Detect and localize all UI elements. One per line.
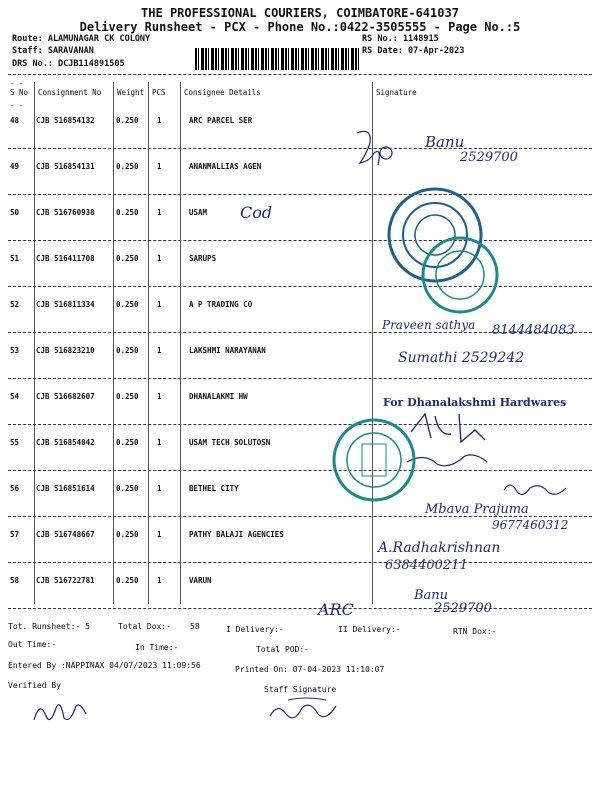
divider bbox=[8, 74, 592, 75]
signature-stamp-text: For Dhanalakshmi Hardwares bbox=[383, 396, 567, 409]
scribble-signature bbox=[352, 125, 412, 185]
signature-handwriting: Cod bbox=[240, 203, 273, 222]
in-time: In Time:- bbox=[135, 643, 179, 652]
column-line bbox=[34, 82, 35, 604]
row-weight: 0.250 bbox=[116, 300, 139, 309]
route-label: Route: ALAMUNAGAR CK COLONY bbox=[12, 34, 151, 44]
row-consignee: ANANMALLIAS AGEN bbox=[189, 162, 262, 171]
company-stamp bbox=[420, 235, 500, 315]
row-sno: 50 bbox=[10, 208, 20, 217]
total-dox-label: Total Dox:- bbox=[118, 622, 171, 631]
row-pcs: 1 bbox=[157, 576, 162, 585]
ii-delivery: II Delivery:- bbox=[338, 625, 401, 634]
row-sno: 48 bbox=[10, 116, 20, 125]
row-consignment: CJB 516854131 bbox=[36, 162, 95, 171]
total-runsheet: Tot. Runsheet:- 5 bbox=[8, 622, 90, 631]
row-consignment: CJB 516854132 bbox=[36, 116, 95, 125]
row-weight: 0.250 bbox=[116, 162, 139, 171]
signature-handwriting: Praveen sathya bbox=[382, 318, 476, 332]
total-pod: Total POD:- bbox=[256, 645, 309, 654]
signature-handwriting: Sumathi 2529242 bbox=[398, 350, 525, 366]
rs-date: RS Date: 07-Apr-2023 bbox=[362, 46, 465, 56]
row-consignment: CJB 516823210 bbox=[36, 346, 95, 355]
row-consignee: SARUPS bbox=[189, 254, 217, 263]
col-pcs: PCS bbox=[152, 88, 166, 97]
staff-label: Staff: SARAVANAN bbox=[12, 46, 94, 56]
col-sno: S No bbox=[10, 88, 29, 97]
row-pcs: 1 bbox=[157, 300, 162, 309]
row-sno: 51 bbox=[10, 254, 20, 263]
row-sno: 58 bbox=[10, 576, 20, 585]
signature-handwriting: 2529700 bbox=[434, 601, 492, 616]
row-sno: 49 bbox=[10, 162, 20, 171]
row-divider bbox=[8, 286, 592, 287]
signature-handwriting: 6384400211 bbox=[385, 558, 468, 573]
signature-handwriting: 8144484083 bbox=[492, 323, 575, 338]
signature-handwriting: Banu bbox=[425, 133, 465, 151]
row-weight: 0.250 bbox=[116, 576, 139, 585]
row-consignment: CJB 516722781 bbox=[36, 576, 95, 585]
row-consignee: A P TRADING CO bbox=[189, 300, 253, 309]
row-pcs: 1 bbox=[157, 438, 162, 447]
row-divider bbox=[8, 148, 592, 149]
row-divider bbox=[8, 424, 592, 425]
row-pcs: 1 bbox=[157, 346, 162, 355]
row-consignment: CJB 516411708 bbox=[36, 254, 95, 263]
row-consignee: BETHEL CITY bbox=[189, 484, 239, 493]
row-consignee: VARUN bbox=[189, 576, 212, 585]
row-pcs: 1 bbox=[157, 208, 162, 217]
out-time: Out Time:- bbox=[8, 640, 57, 649]
row-sno: 56 bbox=[10, 484, 20, 493]
row-consignment: CJB 516748667 bbox=[36, 530, 95, 539]
barcode bbox=[195, 48, 360, 70]
row-consignee: PATHY BALAJI AGENCIES bbox=[189, 530, 284, 539]
scribble-signature bbox=[405, 412, 495, 472]
row-consignee: USAM TECH SOLUTOSN bbox=[189, 438, 271, 447]
verifier-signature bbox=[30, 694, 90, 730]
scribble-signature bbox=[500, 478, 570, 508]
row-sno: 57 bbox=[10, 530, 20, 539]
printed-on: Printed On: 07-04-2023 11:10:07 bbox=[235, 665, 385, 674]
row-divider bbox=[8, 562, 592, 563]
row-consignment: CJB 516682607 bbox=[36, 392, 95, 401]
row-consignee: DHANALAKMI HW bbox=[189, 392, 248, 401]
row-weight: 0.250 bbox=[116, 438, 139, 447]
verified-by: Verified By bbox=[8, 681, 61, 690]
col-signature: Signature bbox=[376, 88, 417, 97]
drs-number: DRS No.: DCJB114891505 bbox=[12, 59, 125, 69]
signature-handwriting: 9677460312 bbox=[492, 518, 569, 532]
rs-number: RS No.: 1148915 bbox=[362, 34, 439, 44]
row-pcs: 1 bbox=[157, 254, 162, 263]
row-weight: 0.250 bbox=[116, 484, 139, 493]
signature-handwriting: 2529700 bbox=[460, 150, 518, 165]
row-pcs: 1 bbox=[157, 116, 162, 125]
signature-handwriting: Banu bbox=[414, 588, 449, 603]
row-weight: 0.250 bbox=[116, 392, 139, 401]
col-consignee: Consignee Details bbox=[184, 88, 261, 97]
row-sno: 54 bbox=[10, 392, 20, 401]
row-pcs: 1 bbox=[157, 530, 162, 539]
row-consignee: LAKSHMI NARAYANAN bbox=[189, 346, 266, 355]
row-weight: 0.250 bbox=[116, 208, 139, 217]
row-divider bbox=[8, 194, 592, 195]
company-title: THE PROFESSIONAL COURIERS, COIMBATORE-641037 bbox=[141, 6, 459, 20]
row-pcs: 1 bbox=[157, 392, 162, 401]
row-weight: 0.250 bbox=[116, 254, 139, 263]
row-consignee: ARC PARCEL SER bbox=[189, 116, 253, 125]
staff-signature-scribble bbox=[266, 694, 346, 730]
row-consignment: CJB 516854042 bbox=[36, 438, 95, 447]
row-divider bbox=[8, 378, 592, 379]
row-divider bbox=[8, 240, 592, 241]
col-consignment: Consignment No bbox=[38, 88, 102, 97]
signature-handwriting: A.Radhakrishnan bbox=[378, 540, 501, 556]
col-marker: - - bbox=[10, 79, 24, 88]
row-pcs: 1 bbox=[157, 162, 162, 171]
signature-handwriting: ARC bbox=[318, 600, 354, 619]
col-marker: - - bbox=[10, 101, 24, 110]
signature-handwriting: Mbava Prajuma bbox=[425, 502, 529, 517]
column-line bbox=[113, 82, 114, 604]
rtn-dox: RTN Dox:- bbox=[453, 627, 497, 636]
total-dox-value: 58 bbox=[190, 622, 200, 631]
row-consignment: CJB 516760938 bbox=[36, 208, 95, 217]
row-sno: 55 bbox=[10, 438, 20, 447]
row-consignment: CJB 516851614 bbox=[36, 484, 95, 493]
column-line bbox=[180, 82, 181, 604]
entered-by: Entered By :NAPPINAX 04/07/2023 11:09:56 bbox=[8, 661, 201, 670]
row-consignee: USAM bbox=[189, 208, 208, 217]
row-divider bbox=[8, 470, 592, 471]
row-sno: 53 bbox=[10, 346, 20, 355]
row-consignment: CJB 516811334 bbox=[36, 300, 95, 309]
row-weight: 0.250 bbox=[116, 346, 139, 355]
row-sno: 52 bbox=[10, 300, 20, 309]
row-weight: 0.250 bbox=[116, 116, 139, 125]
runsheet-subtitle: Delivery Runsheet - PCX - Phone No.:0422-3505555 - Page No.:5 bbox=[79, 20, 521, 34]
col-weight: Weight bbox=[117, 88, 145, 97]
column-line bbox=[148, 82, 149, 604]
staff-signature: Staff Signature bbox=[264, 685, 337, 694]
i-delivery: I Delivery:- bbox=[226, 625, 284, 634]
company-stamp bbox=[332, 418, 416, 502]
row-weight: 0.250 bbox=[116, 530, 139, 539]
row-divider bbox=[8, 608, 592, 609]
row-pcs: 1 bbox=[157, 484, 162, 493]
